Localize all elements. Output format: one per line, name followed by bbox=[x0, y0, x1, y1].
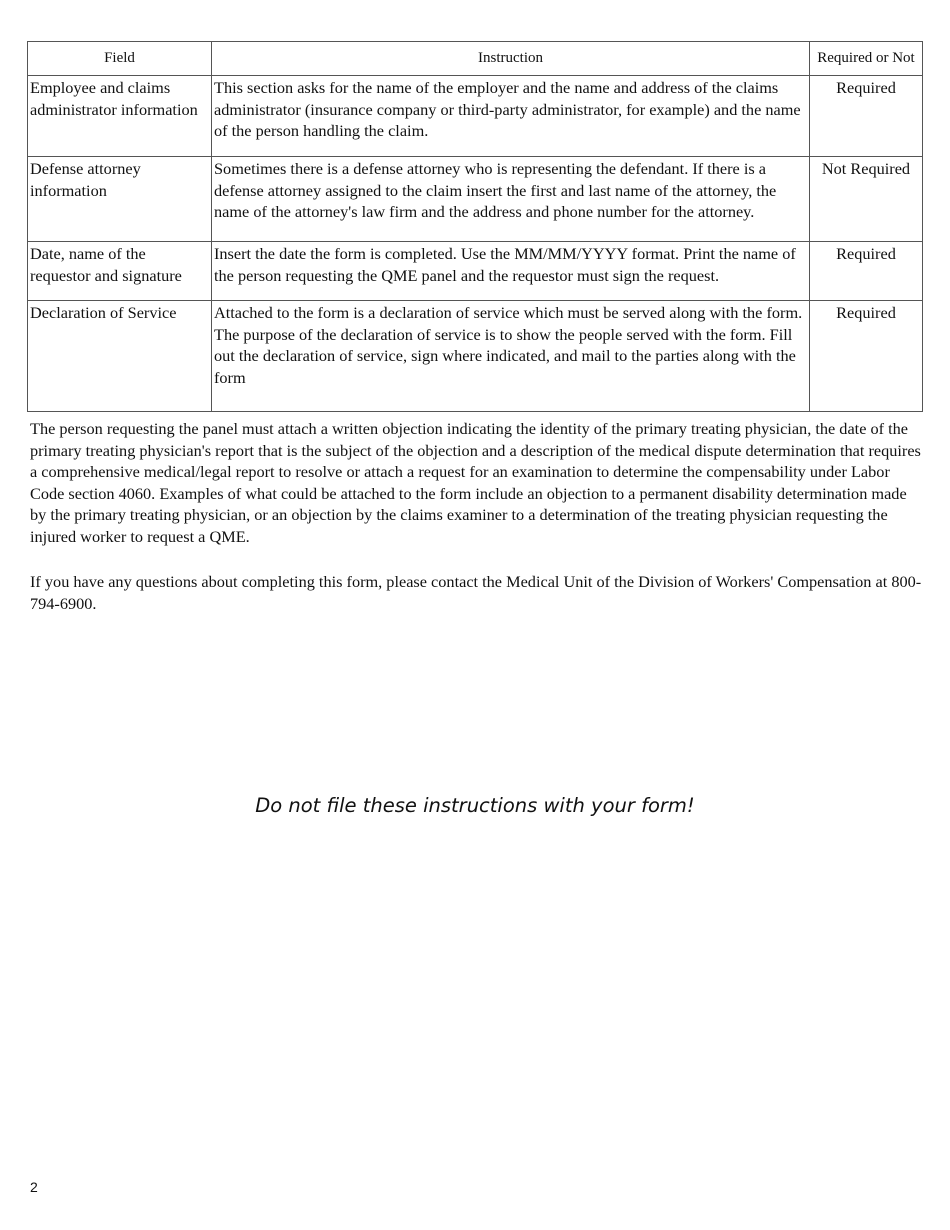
page-number: 2 bbox=[30, 1179, 38, 1195]
instruction-cell: Sometimes there is a defense attorney who is representing the defendant. If there is a defense attorney assigned to the claim insert the first and last name of the attorney, the name of the attorney's law firm and the address and phone number for the attorney. bbox=[212, 157, 810, 242]
field-cell: Declaration of Service bbox=[28, 301, 212, 412]
header-required: Required or Not bbox=[810, 42, 923, 76]
filing-notice: Do not file these instructions with your form! bbox=[255, 794, 695, 817]
table-row bbox=[28, 157, 923, 242]
questions-paragraph: If you have any questions about completing this form, please contact the Medical Unit of the Division of Workers' Compensation at 800-794-6900. bbox=[30, 572, 922, 613]
required-cell: Not Required bbox=[810, 157, 923, 242]
field-cell: Employee and claims administrator information bbox=[28, 76, 212, 157]
instruction-cell: Attached to the form is a declaration of service which must be served along with the form. The purpose of the declaration of service is to show the people served with the form. Fill out the declaration of service, sign where indicated, and mail to the parties along with the form bbox=[212, 301, 810, 412]
instructions-table bbox=[27, 41, 923, 412]
instruction-cell: Insert the date the form is completed. Use the MM/MM/YYYY format. Print the name of the person requesting the QME panel and the requestor must sign the request. bbox=[212, 242, 810, 301]
header-field: Field bbox=[28, 42, 212, 76]
required-cell: Required bbox=[810, 242, 923, 301]
table-row bbox=[28, 76, 923, 157]
objection-paragraph: The person requesting the panel must attach a written objection indicating the identity of the primary treating physician, the date of the primary treating physician's report that is the subject of the objection and a description of the medical dispute determination that requires a comprehensive medical/legal report to resolve or attach a request for an examination to determine the compensability under Labor Code section 4060. Examples of what could be attached to the form include an objection to a permanent disability determination made by the primary treating physician, or an objection by the claims examiner to a determination of the treating physician requesting the injured worker to request a QME. bbox=[30, 419, 921, 546]
table-row bbox=[28, 301, 923, 412]
header-instruction: Instruction bbox=[212, 42, 810, 76]
field-cell: Date, name of the requestor and signature bbox=[28, 242, 212, 301]
required-cell: Required bbox=[810, 76, 923, 157]
instruction-cell: This section asks for the name of the employer and the name and address of the claims administrator (insurance company or third-party administrator, for example) and the name of the person handling the claim. bbox=[212, 76, 810, 157]
required-cell: Required bbox=[810, 301, 923, 412]
table-row bbox=[28, 242, 923, 301]
table-header-row bbox=[28, 42, 923, 76]
field-cell: Defense attorney information bbox=[28, 157, 212, 242]
